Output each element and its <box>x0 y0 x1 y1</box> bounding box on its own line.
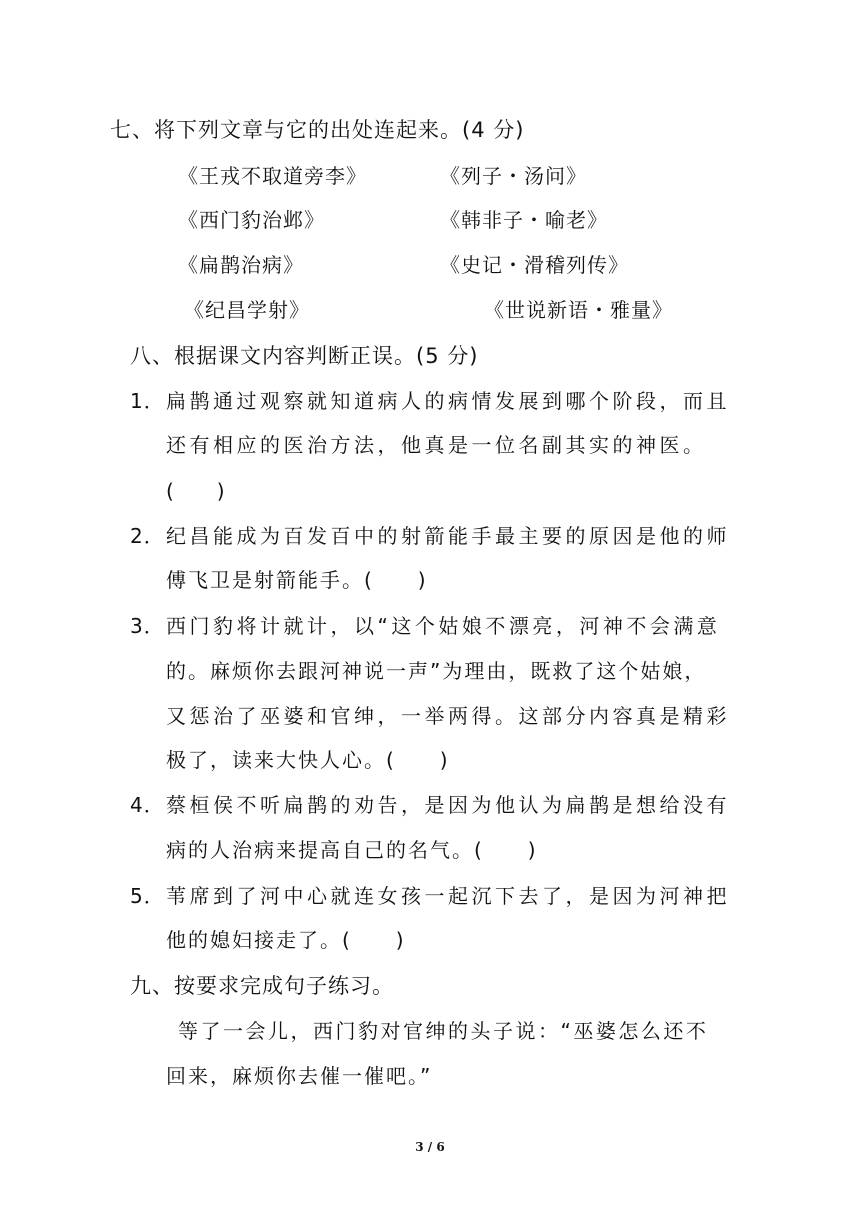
exercise-sentence: 等了一会儿，西门豹对官绅的头子说：“巫婆怎么还不 <box>178 1019 709 1043</box>
work-title: 《纪昌学射》 <box>184 298 310 322</box>
source-title: 《列子・汤问》 <box>440 164 587 188</box>
question-text: 他的媳妇接走了。( ) <box>166 928 406 952</box>
source-title: 《史记・滑稽列传》 <box>440 253 629 277</box>
page-number: 3 / 6 <box>415 1140 445 1154</box>
question-number: 2． <box>130 524 165 548</box>
section-7-title: 七、将下列文章与它的出处连起来。(4 分) <box>110 118 525 142</box>
question-number: 4． <box>130 793 165 817</box>
source-title: 《韩非子・喻老》 <box>440 208 608 232</box>
question-text: 还有相应的医治方法，他真是一位名副其实的神医。 <box>166 433 707 457</box>
section-8-title: 八、根据课文内容判断正误。(5 分) <box>130 344 479 368</box>
exercise-sentence: 回来，麻烦你去催一催吧。” <box>166 1064 433 1088</box>
question-number: 1． <box>130 389 165 413</box>
question-text: 又惩治了巫婆和官绅，一举两得。这部分内容真是精彩 <box>166 704 730 728</box>
question-text: 病的人治病来提高自己的名气。( ) <box>166 838 538 862</box>
question-number: 5． <box>130 884 165 908</box>
work-title: 《扁鹊治病》 <box>178 253 304 277</box>
source-title: 《世说新语・雅量》 <box>484 298 673 322</box>
question-text: 苇席到了河中心就连女孩一起沉下去了，是因为河神把 <box>166 884 730 908</box>
question-text: 西门豹将计就计，以“这个姑娘不漂亮，河神不会满意 <box>166 614 721 638</box>
question-text: 扁鹊通过观察就知道病人的病情发展到哪个阶段，而且 <box>166 389 730 413</box>
question-text: 蔡桓侯不听扁鹊的劝告，是因为他认为扁鹊是想给没有 <box>166 793 730 817</box>
section-9-title: 九、按要求完成句子练习。 <box>130 974 394 998</box>
work-title: 《西门豹治邺》 <box>178 208 325 232</box>
work-title: 《王戎不取道旁李》 <box>178 164 367 188</box>
question-text: 纪昌能成为百发百中的射箭能手最主要的原因是他的师 <box>166 524 730 548</box>
question-text: 极了，读来大快人心。( ) <box>166 748 450 772</box>
question-number: 3． <box>130 614 165 638</box>
answer-blank[interactable]: ( ) <box>166 479 226 503</box>
question-text: 的。麻烦你去跟河神说一声”为理由，既救了这个姑娘， <box>166 659 707 683</box>
question-text: 傅飞卫是射箭能手。( ) <box>166 568 428 592</box>
